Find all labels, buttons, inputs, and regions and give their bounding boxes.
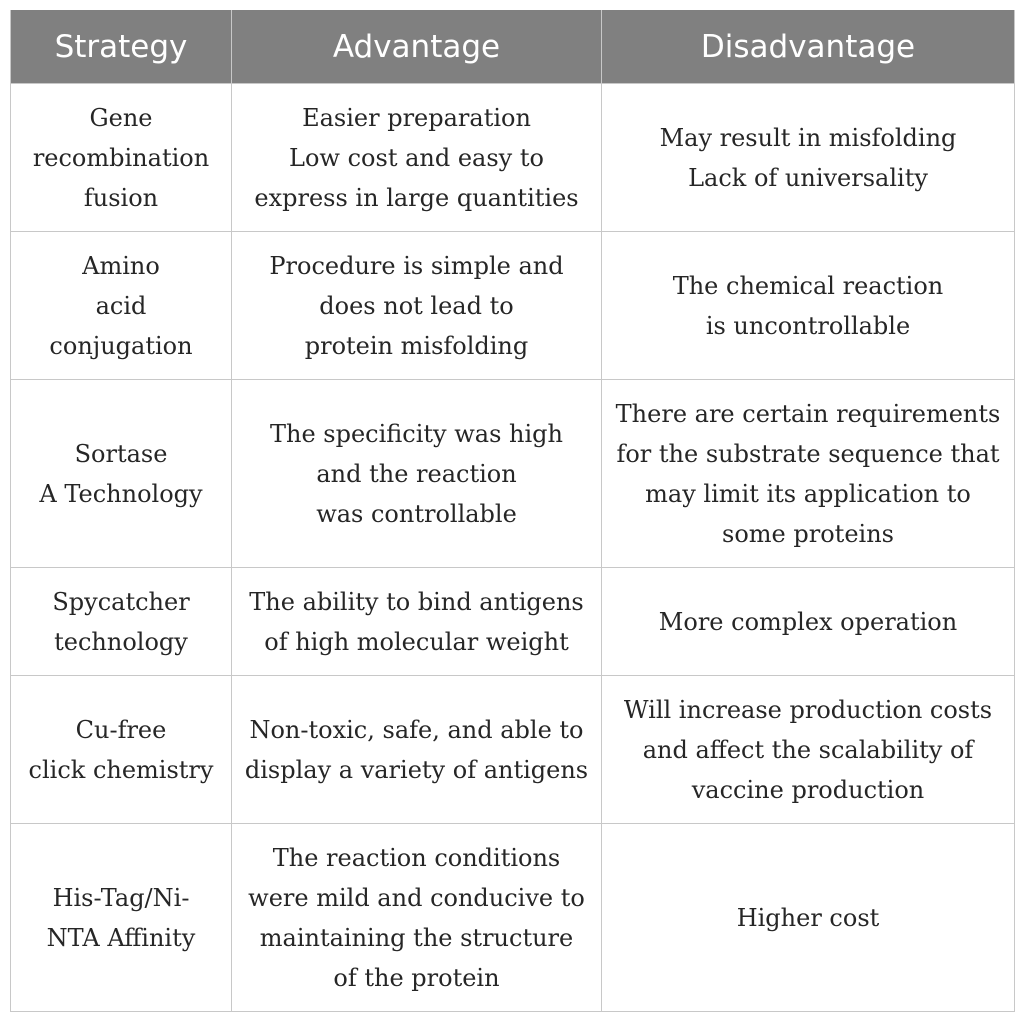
disadvantage-cell xyxy=(602,824,1015,1012)
cell-line: of high molecular weight xyxy=(264,627,569,656)
cell-line: Spycatcher xyxy=(52,587,190,616)
disadvantage-cell xyxy=(602,232,1015,380)
cell-line: Sortase xyxy=(74,439,168,468)
disadvantage-cell xyxy=(602,84,1015,232)
cell-line: does not lead to xyxy=(319,291,514,320)
cell-line: The ability to bind antigens xyxy=(249,587,584,616)
header-disadvantage: Disadvantage xyxy=(602,10,1015,84)
strategy-cell xyxy=(11,824,232,1012)
cell-line: were mild and conducive to xyxy=(248,883,585,912)
cell-line: There are certain requirements xyxy=(615,399,1001,428)
cell-line: Gene xyxy=(89,103,153,132)
cell-line: conjugation xyxy=(49,331,193,360)
cell-line: is uncontrollable xyxy=(705,311,911,340)
strategy-cell xyxy=(11,380,232,568)
advantage-cell xyxy=(232,568,602,676)
cell-line: Will increase production costs xyxy=(623,695,993,724)
cell-line: A Technology xyxy=(39,479,203,508)
cell-line: protein misfolding xyxy=(304,331,529,360)
cell-line: express in large quantities xyxy=(254,183,579,212)
table-row xyxy=(11,824,1015,1012)
disadvantage-cell xyxy=(602,568,1015,676)
cell-line: His-Tag/Ni- xyxy=(52,883,190,912)
cell-line: Amino xyxy=(82,251,160,280)
cell-line: Higher cost xyxy=(736,903,880,932)
cell-line: Cu-free xyxy=(75,715,167,744)
cell-line: recombination xyxy=(32,143,210,172)
table-header xyxy=(11,10,1015,84)
strategy-cell xyxy=(11,568,232,676)
cell-line: click chemistry xyxy=(28,755,214,784)
cell-line: of the protein xyxy=(333,963,500,992)
comparison-table xyxy=(10,10,1015,1012)
header-row xyxy=(11,10,1015,84)
cell-line: for the substrate sequence that xyxy=(616,439,1000,468)
cell-line: was controllable xyxy=(316,499,517,528)
cell-line: acid xyxy=(95,291,147,320)
cell-line: technology xyxy=(54,627,188,656)
cell-line: More complex operation xyxy=(658,607,958,636)
advantage-cell xyxy=(232,380,602,568)
cell-line: The specificity was high xyxy=(269,419,563,448)
cell-line: display a variety of antigens xyxy=(244,755,589,784)
cell-line: The chemical reaction xyxy=(672,271,944,300)
advantage-cell xyxy=(232,824,602,1012)
cell-line: Non-toxic, safe, and able to xyxy=(249,715,584,744)
strategy-cell xyxy=(11,84,232,232)
table-row xyxy=(11,84,1015,232)
cell-line: Low cost and easy to xyxy=(289,143,544,172)
strategy-cell xyxy=(11,232,232,380)
header-strategy: Strategy xyxy=(11,10,232,84)
table-row xyxy=(11,232,1015,380)
advantage-cell xyxy=(232,676,602,824)
cell-line: maintaining the structure xyxy=(259,923,574,952)
cell-line: vaccine production xyxy=(691,775,925,804)
cell-line: fusion xyxy=(83,183,159,212)
cell-line: Easier preparation xyxy=(302,103,531,132)
table-row xyxy=(11,568,1015,676)
disadvantage-cell xyxy=(602,676,1015,824)
cell-line: and the reaction xyxy=(316,459,517,488)
advantage-cell xyxy=(232,232,602,380)
cell-line: some proteins xyxy=(722,519,894,548)
header-advantage: Advantage xyxy=(232,10,602,84)
cell-line: and affect the scalability of xyxy=(642,735,974,764)
strategy-cell xyxy=(11,676,232,824)
cell-line: Lack of universality xyxy=(688,163,928,192)
disadvantage-cell xyxy=(602,380,1015,568)
cell-line: Procedure is simple and xyxy=(269,251,564,280)
table-row xyxy=(11,676,1015,824)
advantage-cell xyxy=(232,84,602,232)
table-body xyxy=(11,84,1015,1012)
cell-line: may limit its application to xyxy=(645,479,971,508)
cell-line: The reaction conditions xyxy=(272,843,561,872)
cell-line: NTA Affinity xyxy=(46,923,196,952)
cell-line: May result in misfolding xyxy=(659,123,957,152)
table-row xyxy=(11,380,1015,568)
